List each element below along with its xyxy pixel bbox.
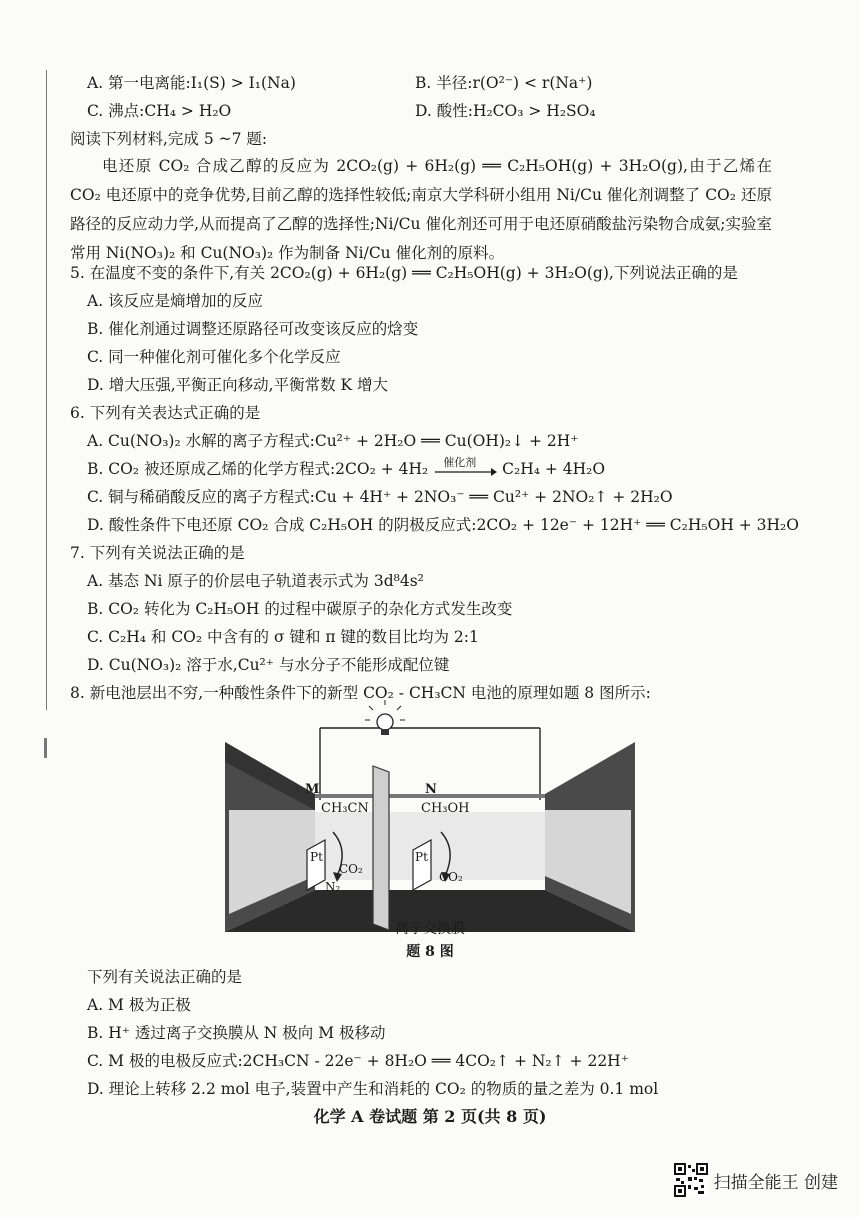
battery-diagram — [225, 700, 635, 950]
catalyst-label: 催化剂 — [443, 456, 477, 469]
q7-option-d: D. Cu(NO₃)₂ 溶于水,Cu²⁺ 与水分子不能形成配位键 — [87, 656, 450, 674]
q7-option-b: B. CO₂ 转化为 C₂H₅OH 的过程中碳原子的杂化方式发生改变 — [87, 600, 513, 618]
q5-option-b: B. 催化剂通过调整还原路径可改变该反应的焓变 — [87, 320, 419, 338]
qr-code-icon — [674, 1163, 708, 1197]
q7-option-a: A. 基态 Ni 原子的价层电子轨道表示式为 3d⁸4s² — [87, 572, 424, 590]
q4-option-c: C. 沸点:CH₄ > H₂O — [87, 102, 232, 120]
right-pt-label: Pt — [415, 850, 428, 864]
q6-stem: 6. 下列有关表达式正确的是 — [70, 404, 261, 422]
left-pt-label: Pt — [310, 850, 323, 864]
right-species-label: CH₃OH — [421, 801, 470, 816]
binding-margin-line — [46, 70, 47, 710]
q8-option-a: A. M 极为正极 — [87, 996, 191, 1014]
q5-option-c: C. 同一种催化剂可催化多个化学反应 — [87, 348, 341, 366]
q8-stem: 8. 新电池层出不穷,一种酸性条件下的新型 CO₂ - CH₃CN 电池的原理如题 8 图所示: — [70, 684, 651, 702]
q8-option-b: B. H⁺ 透过离子交换膜从 N 极向 M 极移动 — [87, 1024, 386, 1042]
page-footer: 化学 A 卷试题 第 2 页(共 8 页) — [313, 1107, 547, 1126]
electrode-m-label: M — [305, 782, 320, 797]
right-co2-label: CO₂ — [439, 870, 463, 884]
catalyst-arrow — [433, 456, 497, 480]
q5-stem: 5. 在温度不变的条件下,有关 2CO₂(g) + 6H₂(g) ══ C₂H₅OH(g) + 3H₂O(g),下列说法正确的是 — [70, 264, 738, 282]
scanner-stamp-text: 扫描全能王 创建 — [713, 1172, 838, 1193]
left-n2-label: N₂ — [325, 880, 341, 894]
q4-option-d: D. 酸性:H₂CO₃ > H₂SO₄ — [415, 102, 596, 120]
reading-intro: 阅读下列材料,完成 5 ~7 题: — [70, 130, 268, 148]
q8-option-c: C. M 极的电极反应式:2CH₃CN - 22e⁻ + 8H₂O ══ 4CO₂↑ + N₂↑ + 22H⁺ — [87, 1052, 629, 1070]
reading-material: 电还原 CO₂ 合成乙醇的反应为 2CO₂(g) + 6H₂(g) ══ C₂H₅OH(g) + 3H₂O(g),由于乙烯在 CO₂ 电还原中的竞争优势,目前乙醇的选择性较低;南京大学科研小组用 Ni/Cu 催化剂调整了 CO₂ 还原路径的反应动力学,从而提高了乙醇的选择性;Ni/Cu 催化剂还可用于电还原硝酸盐污染物合成氨;实验室常用 Ni(NO₃)₂ 和 Cu(NO₃)₂ 作为制备 Ni/Cu 催化剂的原料。 — [70, 157, 772, 262]
q4-option-b: B. 半径:r(O²⁻) < r(Na⁺) — [415, 74, 593, 92]
q8-option-d: D. 理论上转移 2.2 mol 电子,装置中产生和消耗的 CO₂ 的物质的量之差为 0.1 mol — [87, 1080, 659, 1098]
q6-option-b-right: C₂H₄ + 4H₂O — [502, 460, 606, 478]
membrane-label: 离子交换膜 — [395, 921, 465, 937]
binding-margin-tick — [44, 738, 47, 758]
q7-stem: 7. 下列有关说法正确的是 — [70, 544, 245, 562]
figure-caption: 题 8 图 — [406, 944, 454, 960]
q6-option-a: A. Cu(NO₃)₂ 水解的离子方程式:Cu²⁺ + 2H₂O ══ Cu(OH)₂↓ + 2H⁺ — [87, 432, 579, 450]
q6-option-d: D. 酸性条件下电还原 CO₂ 合成 C₂H₅OH 的阴极反应式:2CO₂ + 12e⁻ + 12H⁺ ══ C₂H₅OH + 3H₂O — [87, 516, 799, 534]
battery-diagram-svg — [225, 700, 635, 950]
q5-option-a: A. 该反应是熵增加的反应 — [87, 292, 264, 310]
light-bulb-icon — [365, 700, 405, 735]
q5-option-d: D. 增大压强,平衡正向移动,平衡常数 K 增大 — [87, 376, 389, 394]
left-species-label: CH₃CN — [321, 801, 369, 816]
q6-option-c: C. 铜与稀硝酸反应的离子方程式:Cu + 4H⁺ + 2NO₃⁻ ══ Cu²⁺ + 2NO₂↑ + 2H₂O — [87, 488, 673, 506]
scanner-stamp — [674, 1163, 838, 1197]
q8-prompt: 下列有关说法正确的是 — [87, 968, 243, 986]
q4-option-a: A. 第一电离能:I₁(S) > I₁(Na) — [87, 74, 296, 92]
q6-option-b — [87, 458, 605, 480]
electrode-n-label: N — [425, 782, 437, 797]
reaction-arrow-icon — [433, 462, 497, 482]
q6-option-b-left: B. CO₂ 被还原成乙烯的化学方程式:2CO₂ + 4H₂ — [87, 460, 429, 478]
q7-option-c: C. C₂H₄ 和 CO₂ 中含有的 σ 键和 π 键的数目比均为 2:1 — [87, 628, 479, 646]
left-co2-label: CO₂ — [339, 862, 363, 876]
